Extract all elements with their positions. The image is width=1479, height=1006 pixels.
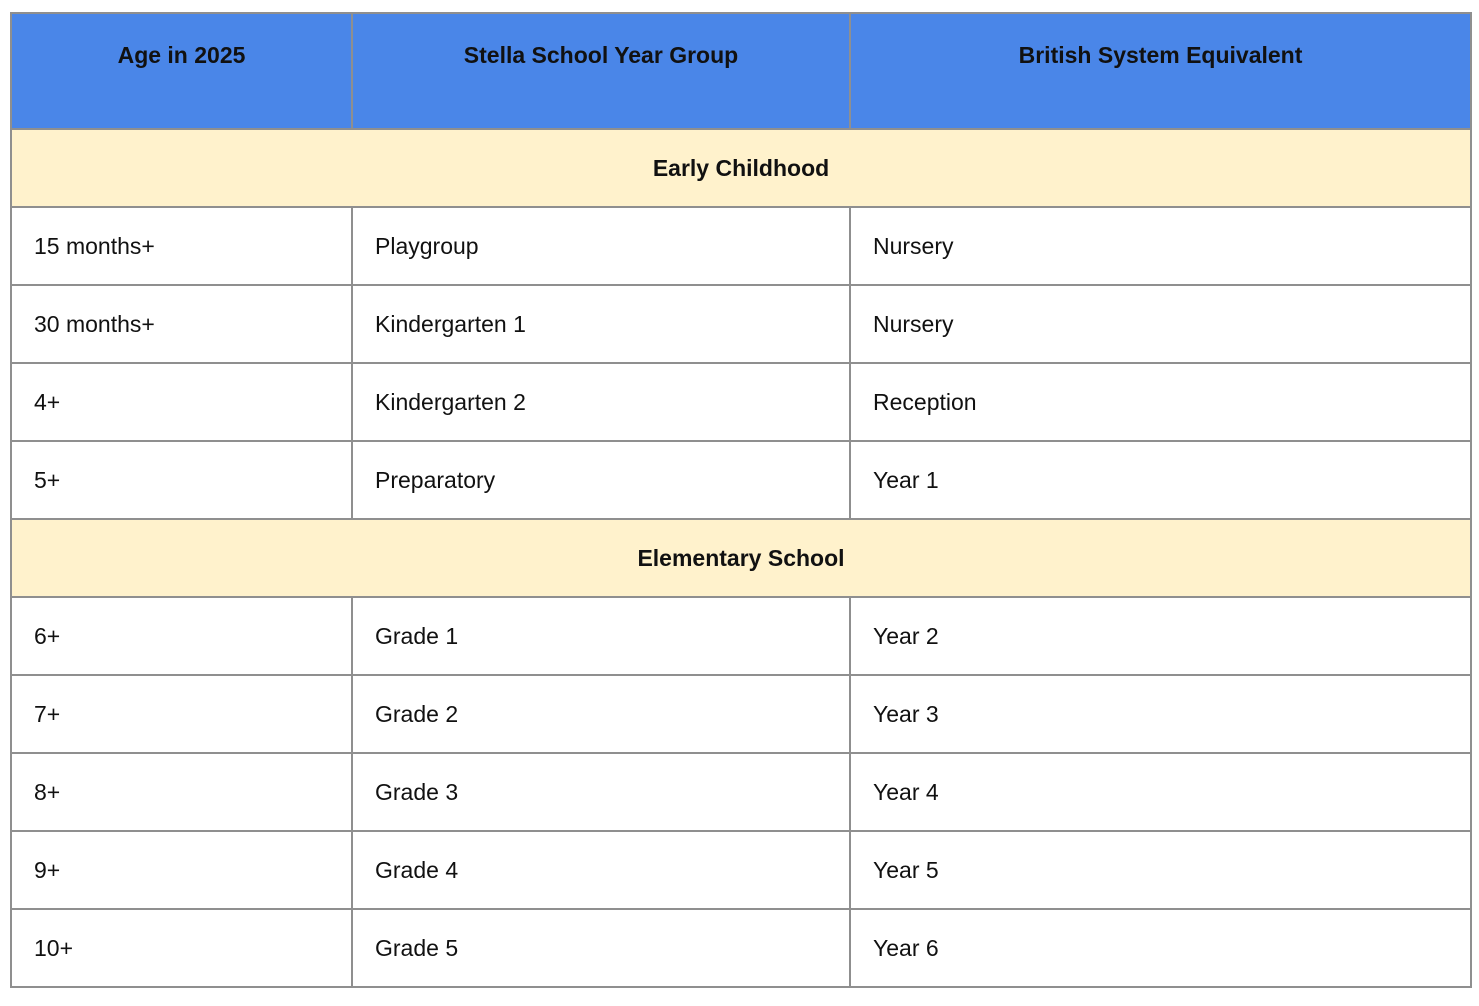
year-group-cell: Kindergarten 1 [352,285,850,363]
section-title: Elementary School [11,519,1471,597]
british-equivalent-cell: Nursery [850,207,1471,285]
british-equivalent-cell: Year 3 [850,675,1471,753]
british-equivalent-cell: Year 6 [850,909,1471,987]
header-row [11,13,1471,129]
header-british-equivalent: British System Equivalent [850,13,1471,129]
age-cell: 9+ [11,831,352,909]
british-equivalent-cell: Year 5 [850,831,1471,909]
table-row [11,285,1471,363]
age-cell: 5+ [11,441,352,519]
section-title: Early Childhood [11,129,1471,207]
header-age: Age in 2025 [11,13,352,129]
year-group-cell: Grade 4 [352,831,850,909]
age-cell: 7+ [11,675,352,753]
age-cell: 10+ [11,909,352,987]
table-body [11,129,1471,987]
table-row [11,597,1471,675]
age-cell: 6+ [11,597,352,675]
age-cell: 4+ [11,363,352,441]
british-equivalent-cell: Year 1 [850,441,1471,519]
header-stella-year-group: Stella School Year Group [352,13,850,129]
table-row [11,909,1471,987]
year-group-table-container [10,12,1470,988]
british-equivalent-cell: Year 4 [850,753,1471,831]
table-header [11,13,1471,129]
british-equivalent-cell: Year 2 [850,597,1471,675]
british-equivalent-cell: Nursery [850,285,1471,363]
year-group-cell: Grade 1 [352,597,850,675]
year-group-cell: Preparatory [352,441,850,519]
age-cell: 8+ [11,753,352,831]
year-group-cell: Playgroup [352,207,850,285]
year-group-cell: Grade 5 [352,909,850,987]
section-row-elementary-school [11,519,1471,597]
section-row-early-childhood [11,129,1471,207]
year-group-cell: Grade 3 [352,753,850,831]
age-cell: 15 months+ [11,207,352,285]
table-row [11,207,1471,285]
year-group-cell: Grade 2 [352,675,850,753]
table-row [11,441,1471,519]
table-row [11,753,1471,831]
year-group-table [10,12,1472,988]
british-equivalent-cell: Reception [850,363,1471,441]
age-cell: 30 months+ [11,285,352,363]
table-row [11,675,1471,753]
table-row [11,831,1471,909]
year-group-cell: Kindergarten 2 [352,363,850,441]
table-row [11,363,1471,441]
